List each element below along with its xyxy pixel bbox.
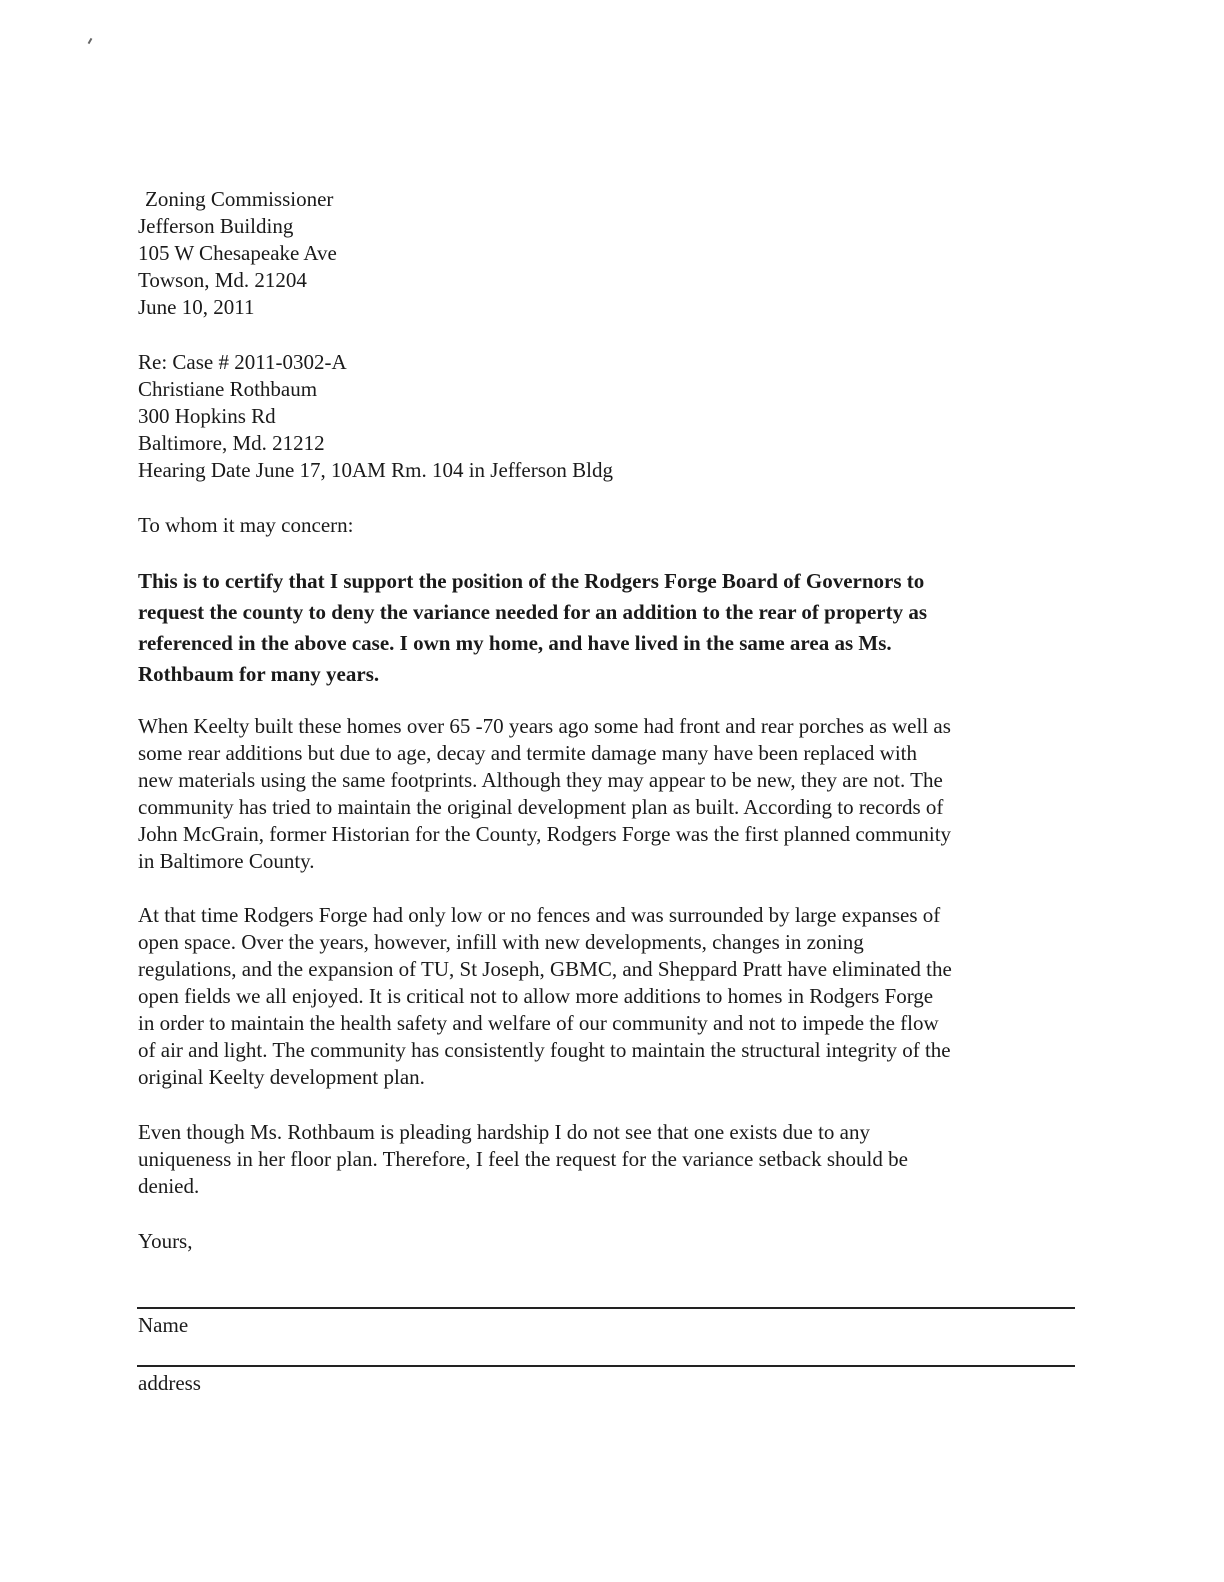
body-paragraph-open-space [138,902,1078,1091]
certify-line: Rothbaum for many years. [138,662,380,686]
paragraph-line: John McGrain, former Historian for the County, Rodgers Forge was the first planned community [138,822,952,846]
paragraph-line: open space. Over the years, however, infill with new developments, changes in zoning [138,930,864,954]
certify-line: referenced in the above case. I own my home, and have lived in the same area as Ms. [138,631,892,655]
paragraph-line: original Keelty development plan. [138,1065,425,1089]
recipient-address-block [138,186,1078,321]
case-line: Christiane Rothbaum [138,377,318,401]
paragraph-line: some rear additions but due to age, decay and termite damage many have been replaced with [138,741,918,765]
paragraph-line: Even though Ms. Rothbaum is pleading hardship I do not see that one exists due to any [138,1120,870,1144]
paragraph-line: new materials using the same footprints. Although they may appear to be new, they are not. The [138,768,943,792]
paragraph-line: At that time Rodgers Forge had only low or no fences and was surrounded by large expanses of [138,903,941,927]
hearing-date: Hearing Date June 17, 10AM Rm. 104 in Jefferson Bldg [138,458,613,482]
address-signature-line[interactable] [137,1365,1075,1367]
paragraph-line: denied. [138,1174,200,1198]
address-label: address [138,1371,201,1395]
paragraph-line: of air and light. The community has consistently fought to maintain the structural integrity of the [138,1038,951,1062]
name-label: Name [138,1313,189,1337]
closing: Yours, [138,1229,193,1253]
recipient-line: Zoning Commissioner [145,187,334,211]
recipient-line: 105 W Chesapeake Ave [138,241,337,265]
body-paragraph-conclusion [138,1119,1078,1200]
case-number: Re: Case # 2011-0302-A [138,350,347,374]
case-line: Baltimore, Md. 21212 [138,431,325,455]
paragraph-line: in Baltimore County. [138,849,315,873]
paragraph-line: open fields we all enjoyed. It is critical not to allow more additions to homes in Rodgers Forge [138,984,934,1008]
greeting: To whom it may concern: [138,513,354,537]
recipient-line: Jefferson Building [138,214,294,238]
paragraph-line: community has tried to maintain the original development plan as built. According to records of [138,795,944,819]
body-paragraph-history [138,713,1078,875]
paragraph-line: uniqueness in her floor plan. Therefore, I feel the request for the variance setback should be [138,1147,908,1171]
scan-speck [88,38,93,44]
case-reference-block [138,349,1078,484]
certify-line: This is to certify that I support the position of the Rodgers Forge Board of Governors to [138,569,925,593]
letter-date: June 10, 2011 [138,295,255,319]
case-line: 300 Hopkins Rd [138,404,276,428]
certify-line: request the county to deny the variance needed for an addition to the rear of property as [138,600,928,624]
certification-statement [138,566,1078,690]
name-signature-line[interactable] [137,1307,1075,1309]
recipient-line: Towson, Md. 21204 [138,268,307,292]
paragraph-line: regulations, and the expansion of TU, St Joseph, GBMC, and Sheppard Pratt have eliminated the [138,957,952,981]
paragraph-line: in order to maintain the health safety and welfare of our community and not to impede the flow [138,1011,939,1035]
paragraph-line: When Keelty built these homes over 65 -70 years ago some had front and rear porches as well as [138,714,951,738]
